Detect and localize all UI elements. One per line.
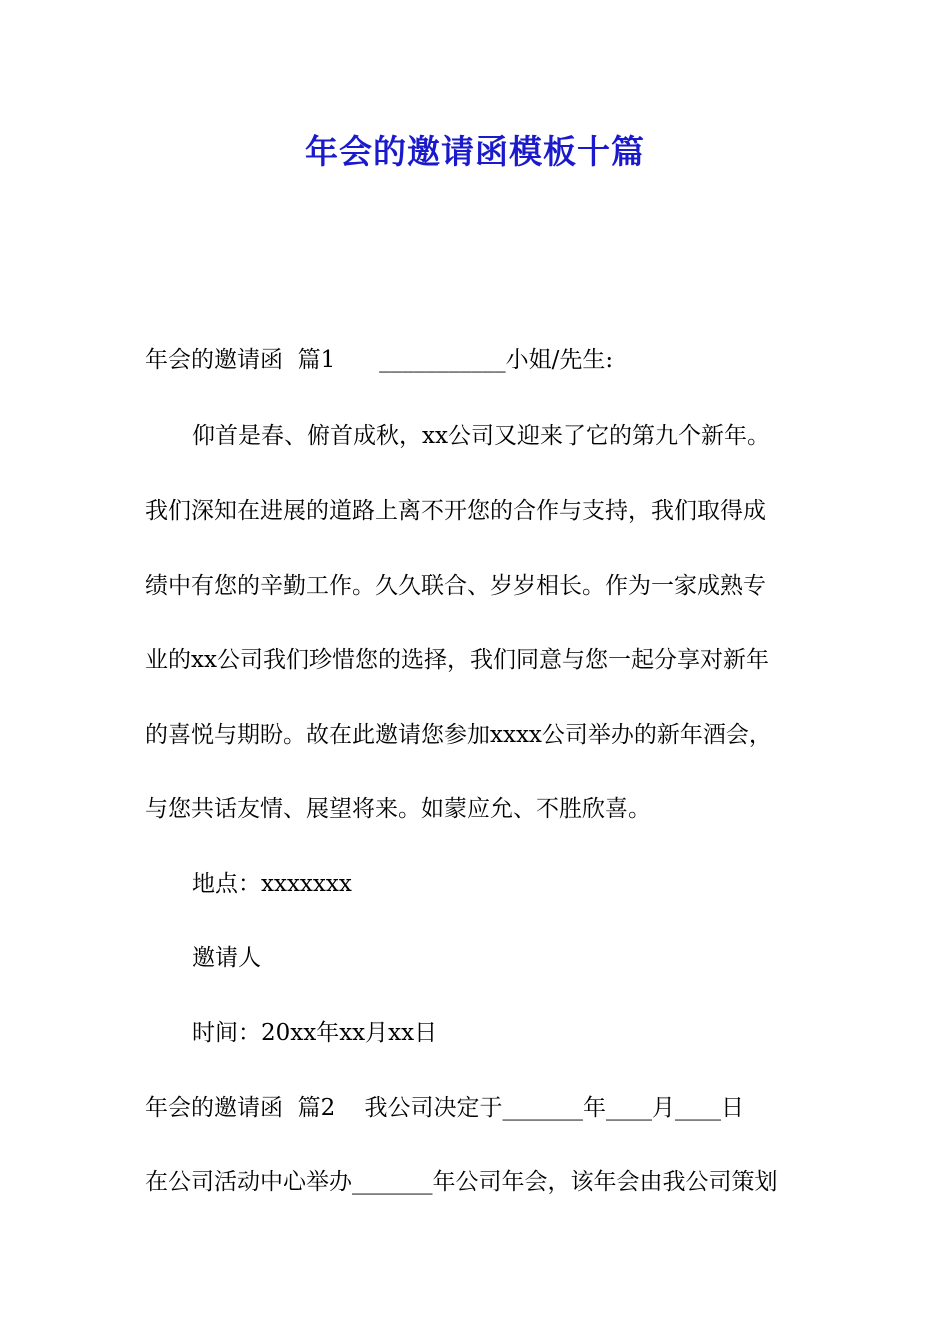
body-line: 业的xx公司我们珍惜您的选择，我们同意与您一起分享对新年 — [145, 647, 769, 673]
document-title: 年会的邀请函模板十篇 — [305, 132, 645, 171]
location-line: 地点：xxxxxxx — [192, 871, 352, 897]
section-2-heading-line: 年会的邀请函 篇2 我公司决定于_______年____月____日 — [145, 1095, 744, 1121]
body-line: 绩中有您的辛勤工作。久久联合、岁岁相长。作为一家成熟专 — [145, 573, 766, 599]
inviter-line: 邀请人 — [192, 945, 261, 971]
body-line: 与您共话友情、展望将来。如蒙应允、不胜欣喜。 — [145, 796, 651, 822]
section-1-heading-line: 年会的邀请函 篇1 ___________小姐/先生: — [145, 347, 614, 373]
body-line: 仰首是春、俯首成秋，xx公司又迎来了它的第九个新年。 — [192, 423, 770, 449]
body-line: 在公司活动中心举办_______年公司年会，该年会由我公司策划 — [145, 1169, 778, 1195]
body-line: 我们深知在进展的道路上离不开您的合作与支持，我们取得成 — [145, 498, 766, 524]
body-line: 的喜悦与期盼。故在此邀请您参加xxxx公司举办的新年酒会， — [145, 722, 772, 748]
date-line: 时间：20xx年xx月xx日 — [192, 1020, 438, 1046]
